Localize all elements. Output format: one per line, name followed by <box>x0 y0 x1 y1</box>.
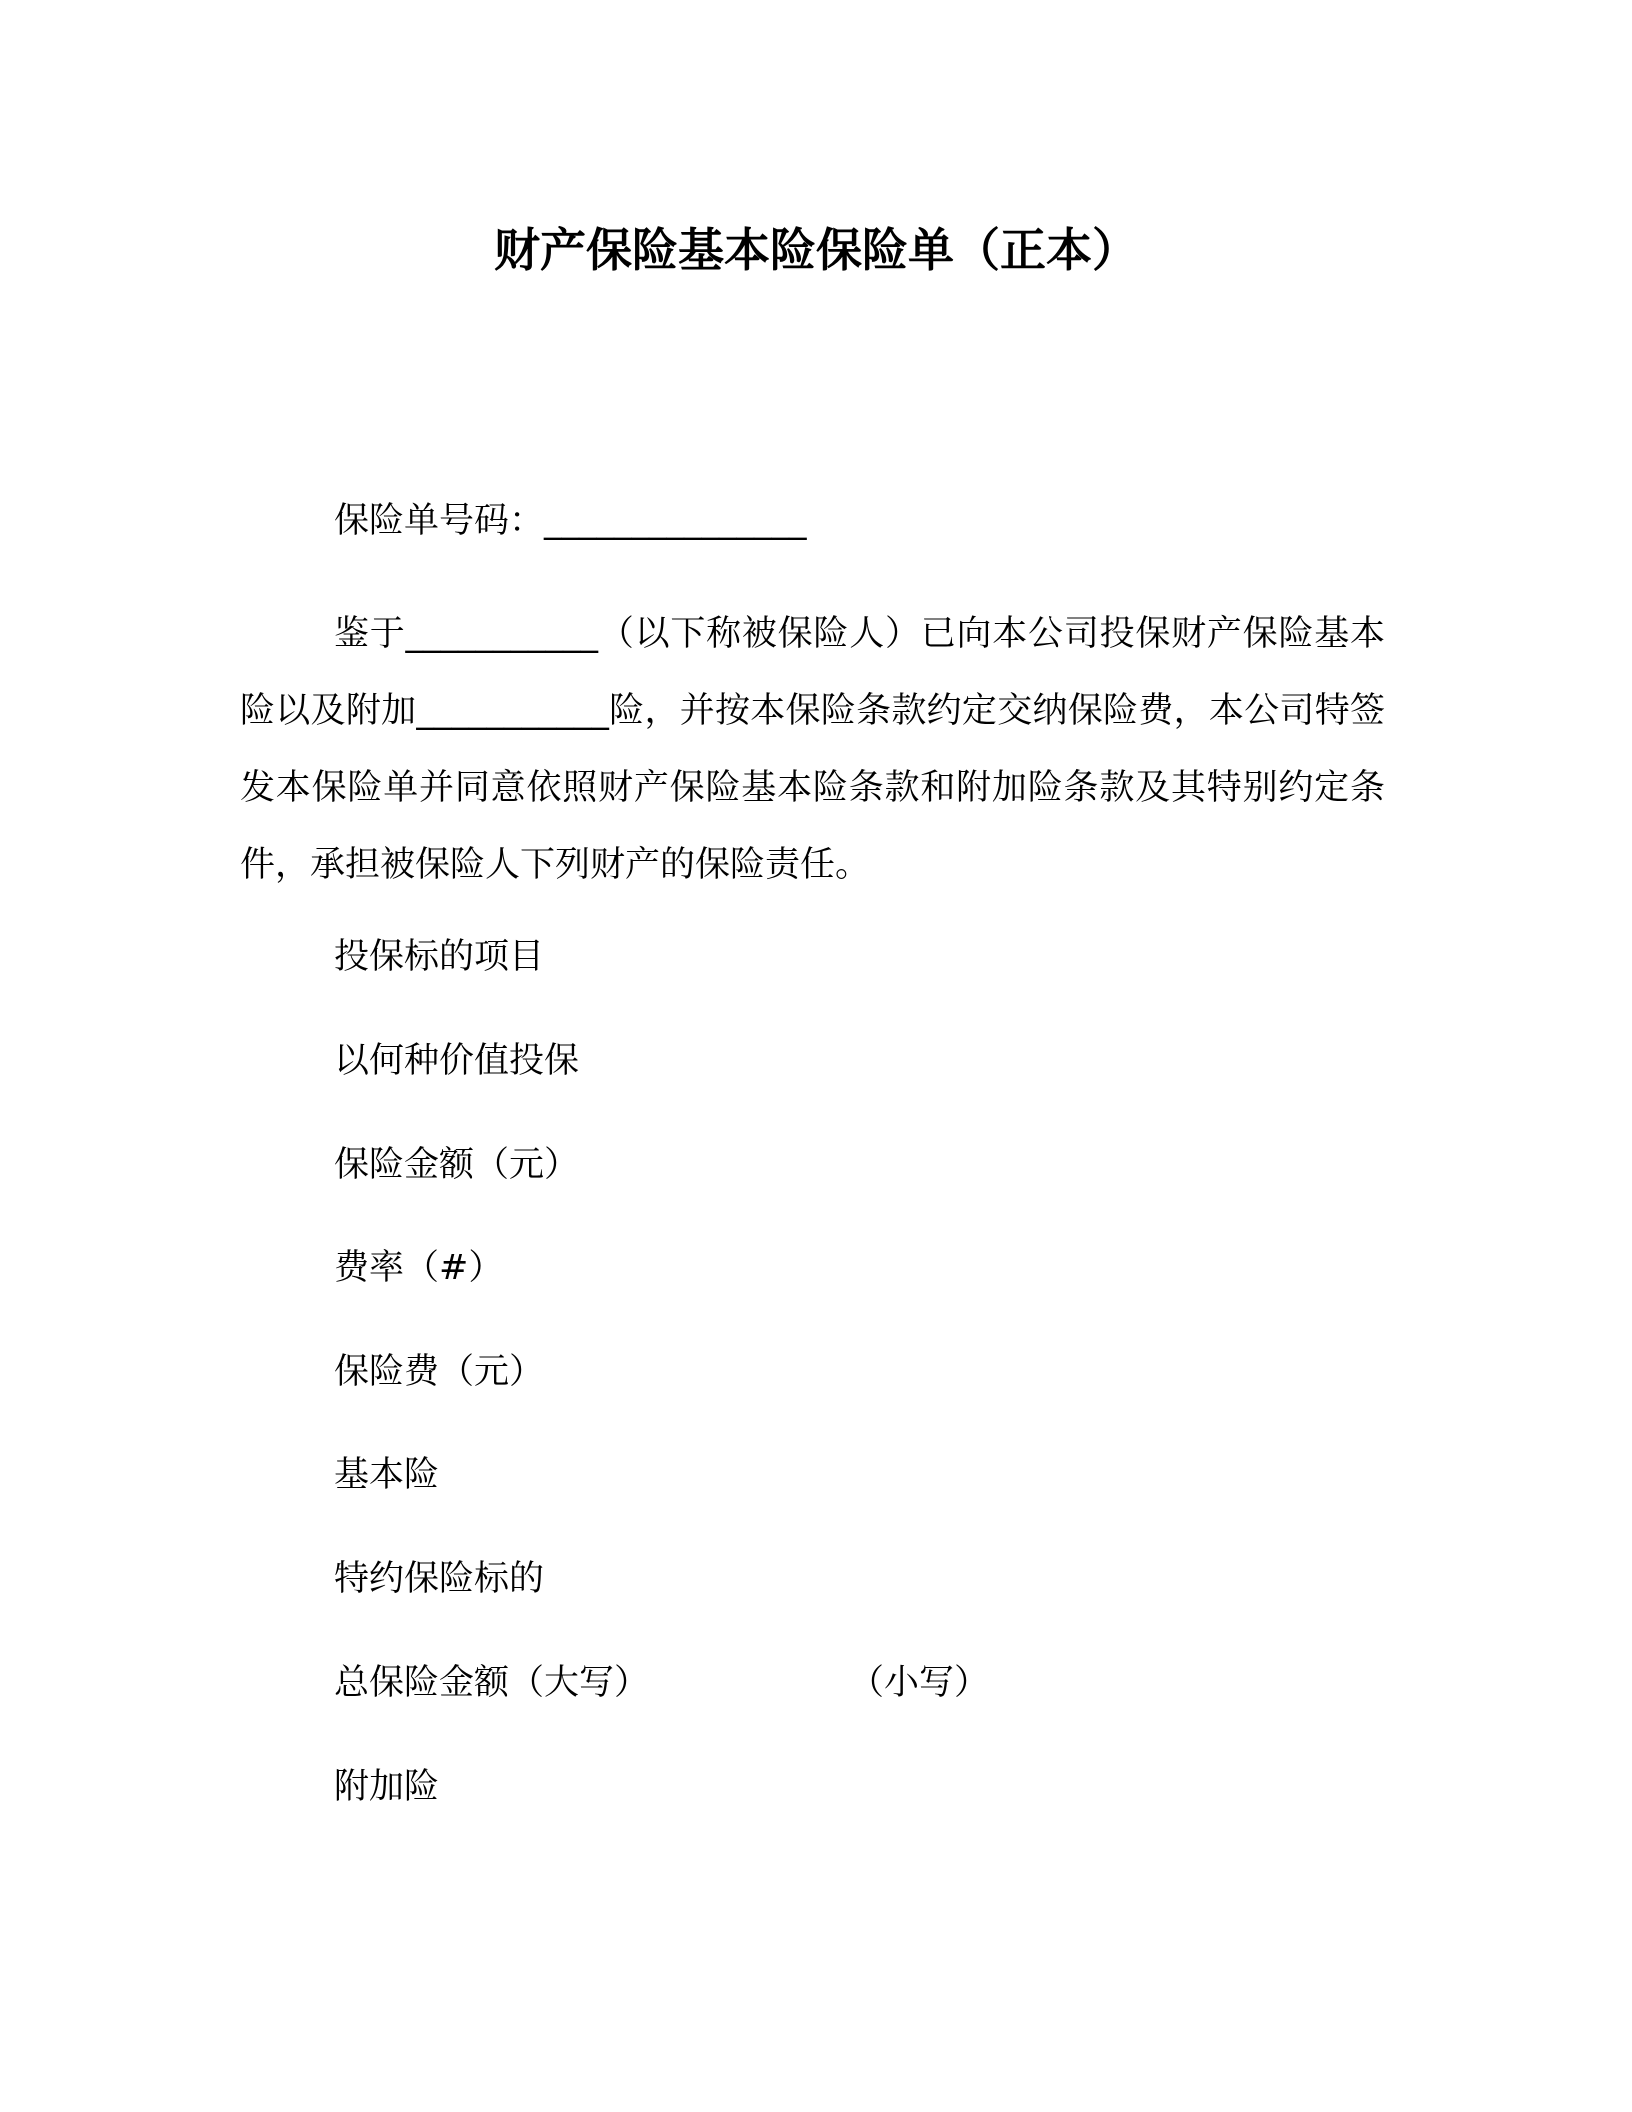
paragraph-part2: （以下称被保险人）已向本公司投保财产保险基本险以及附加 <box>240 614 1385 731</box>
item-additional-coverage: 附加险 <box>334 1767 440 1807</box>
item-premium: 保险费（元） <box>334 1352 545 1392</box>
total-sum-upper-label: 总保险金额（大写） <box>334 1663 650 1703</box>
insured-name-blank: ___________ <box>405 614 599 654</box>
policy-number-line <box>334 496 807 546</box>
paragraph-part3: 险，并按本保险条款约定交纳保险费，本公司特签发本保险单并同意依照财产保险基本险条款和附加险条款及其特别约定条件，承担被保险人下列财产的保险责任。 <box>240 691 1385 885</box>
document-title: 财产保险基本险保险单（正本） <box>494 223 1138 277</box>
additional-coverage-blank: ___________ <box>416 691 609 731</box>
item-special-subject: 特约保险标的 <box>334 1559 545 1599</box>
policy-number-blank: _______________ <box>544 501 807 541</box>
declaration-paragraph <box>240 596 1385 904</box>
paragraph-part1: 鉴于 <box>334 614 406 654</box>
policy-number-label: 保险单号码： <box>334 501 545 541</box>
item-basic-coverage: 基本险 <box>334 1455 440 1495</box>
item-insured-subject: 投保标的项目 <box>334 937 545 977</box>
item-sum-insured: 保险金额（元） <box>334 1145 580 1185</box>
total-sum-lower-label: （小写） <box>849 1663 990 1703</box>
item-total-sum-line <box>334 1658 989 1708</box>
item-rate: 费率（#） <box>334 1248 504 1288</box>
item-value-basis: 以何种价值投保 <box>334 1041 580 1081</box>
